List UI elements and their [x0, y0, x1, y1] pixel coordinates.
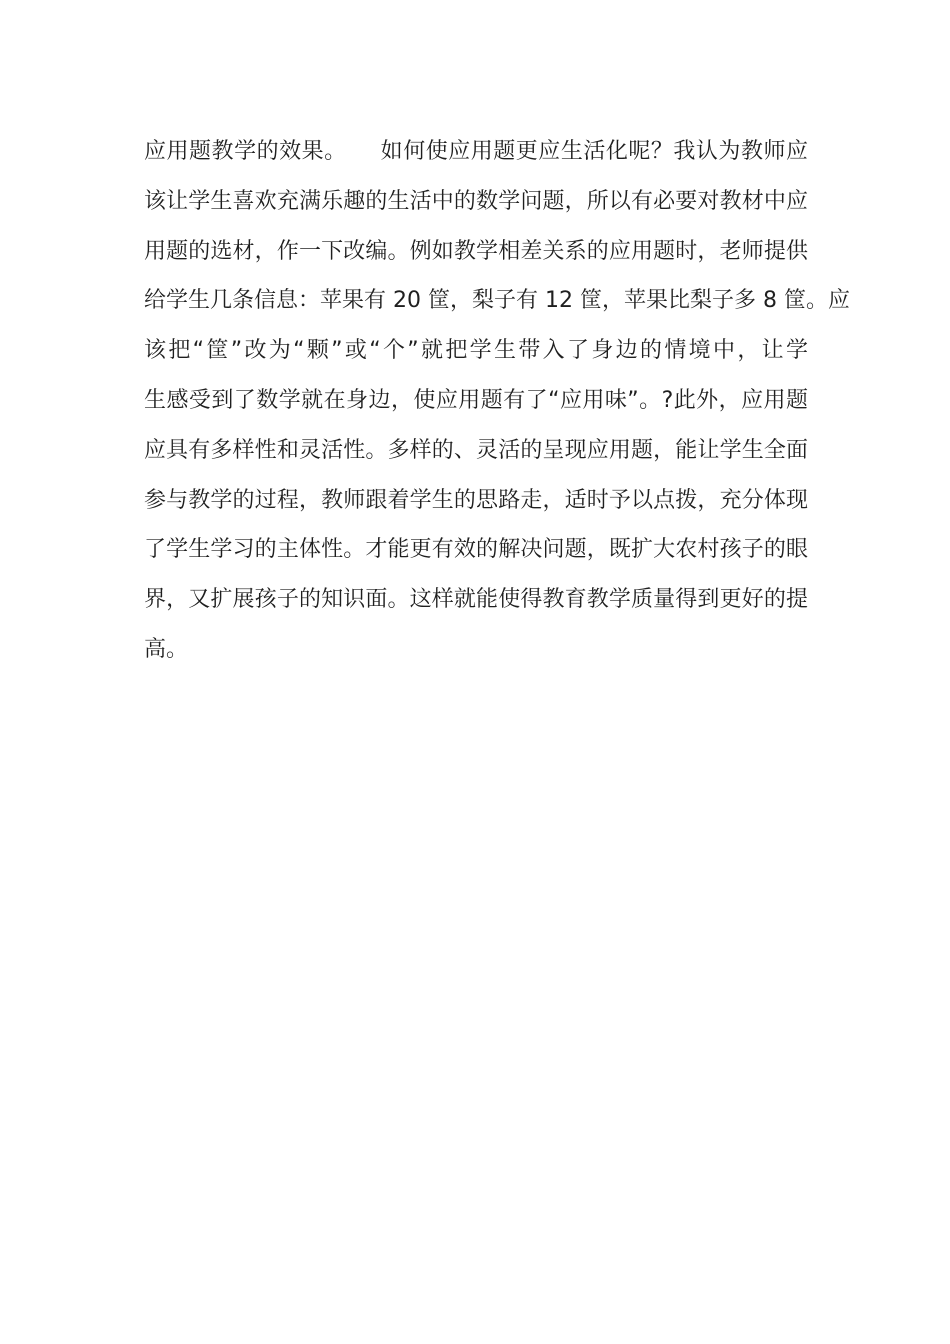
text-line-3: 用题的选材，作一下改编。例如教学相差关系的应用题时，老师提供 [144, 238, 808, 264]
text-line-8: 参与教学的过程，教师跟着学生的思路走，适时予以点拨，充分体现 [144, 487, 808, 513]
text-line-5: 该把“筐”改为“颗”或“个”就把学生带入了身边的情境中，让学 [144, 338, 808, 364]
text-line-7: 应具有多样性和灵活性。多样的、灵活的呈现应用题，能让学生全面 [144, 437, 808, 463]
text-line-9: 了学生学习的主体性。才能更有效的解决问题，既扩大农村孩子的眼 [144, 537, 808, 563]
text-line-1: 应用题教学的效果。 如何使应用题更应生活化呢？我认为教师应 [144, 139, 808, 164]
text-line-6: 生感受到了数学就在身边，使应用题有了“应用味”。?此外，应用题 [144, 387, 808, 413]
paragraph [144, 127, 850, 675]
text-line-11: 高。 [144, 636, 189, 662]
text-line-2: 该让学生喜欢充满乐趣的生活中的数学问题，所以有必要对教材中应 [144, 188, 808, 214]
text-line-4: 给学生几条信息：苹果有 20 筐，梨子有 12 筐，苹果比梨子多 8 筐。应 [144, 288, 850, 314]
text-line-10: 界，又扩展孩子的知识面。这样就能使得教育教学质量得到更好的提 [144, 587, 808, 613]
